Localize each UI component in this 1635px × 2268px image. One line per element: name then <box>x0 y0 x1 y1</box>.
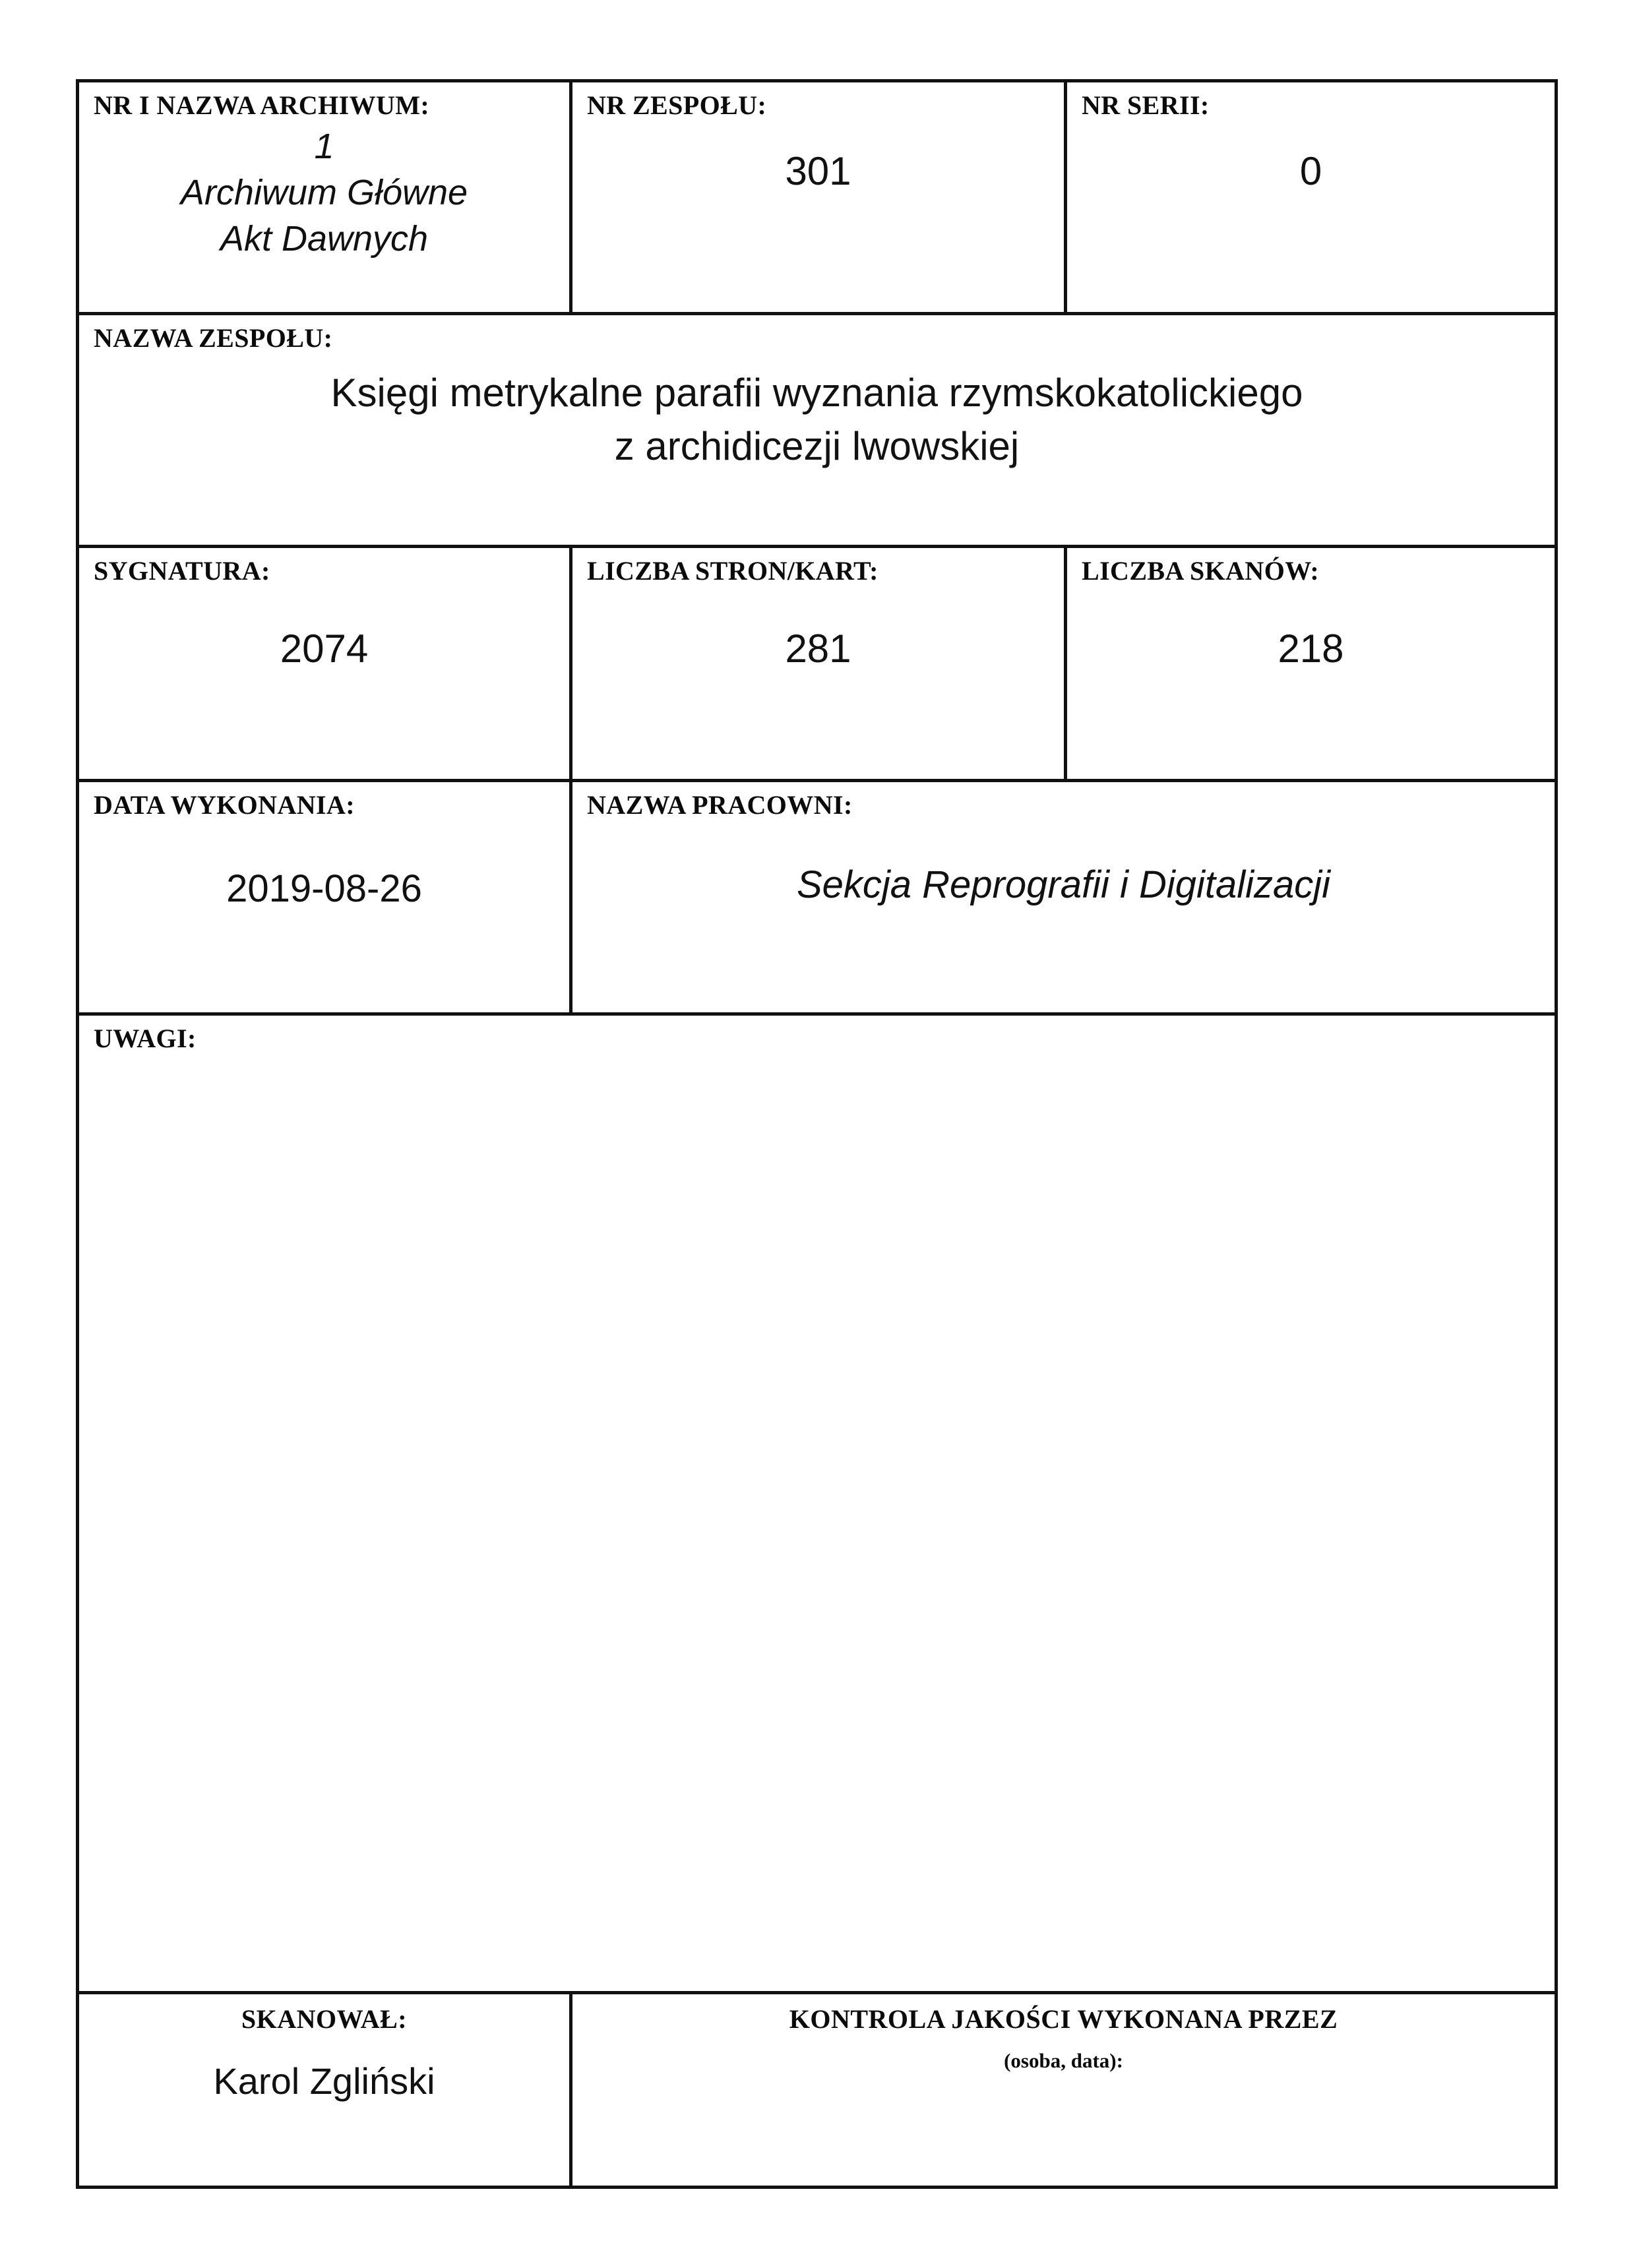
table-row-fonds-name <box>79 315 1555 547</box>
archive-name-line2: Akt Dawnych <box>220 219 429 259</box>
pages-count-label: LICZBA STRON/KART: <box>587 555 879 586</box>
cell-quality-control <box>572 1994 1555 2186</box>
cell-signature <box>79 548 572 779</box>
notes-label: UWAGI: <box>94 1023 197 1053</box>
table-row-counts <box>79 548 1555 782</box>
workshop-label: NAZWA PRACOWNI: <box>587 790 853 820</box>
cell-scans-count <box>1067 548 1555 779</box>
cell-archive <box>79 82 572 312</box>
table-row-signatures <box>79 1994 1555 2186</box>
series-number-label: NR SERII: <box>1082 90 1210 120</box>
scans-count-value: 218 <box>1278 626 1344 671</box>
table-row-archive <box>79 82 1555 315</box>
fonds-name-line1: Księgi metrykalne parafii wyznania rzymskokatolickiego <box>330 371 1303 415</box>
cell-workshop <box>572 782 1555 1012</box>
archive-name-line1: Archiwum Główne <box>180 173 468 213</box>
workshop-value: Sekcja Reprografii i Digitalizacji <box>796 863 1331 907</box>
scans-count-label: LICZBA SKANÓW: <box>1082 555 1320 586</box>
archive-number: 1 <box>314 127 334 166</box>
cell-fonds-number <box>572 82 1067 312</box>
table-row-notes <box>79 1016 1555 1995</box>
archive-value-stack <box>94 123 555 262</box>
cell-scanned-by <box>79 1994 572 2186</box>
scanned-by-label: SKANOWAŁ: <box>241 2004 408 2035</box>
fonds-number-value: 301 <box>785 149 851 193</box>
date-done-label: DATA WYKONANIA: <box>94 790 355 820</box>
cell-date-done <box>79 782 572 1012</box>
pages-count-value: 281 <box>785 626 851 671</box>
fonds-number-label: NR ZESPOŁU: <box>587 90 767 120</box>
table-row-date-workshop <box>79 782 1555 1015</box>
cover-sheet-table <box>76 79 1558 2189</box>
signature-value: 2074 <box>280 626 369 671</box>
cell-notes <box>79 1016 1555 1992</box>
scanned-by-value: Karol Zgliński <box>213 2060 435 2102</box>
date-done-value: 2019-08-26 <box>226 867 422 911</box>
signature-label: SYGNATURA: <box>94 555 270 586</box>
quality-control-sublabel: (osoba, data): <box>1004 2049 1123 2073</box>
series-number-value: 0 <box>1299 149 1322 193</box>
archive-label: NR I NAZWA ARCHIWUM: <box>94 90 430 120</box>
cell-series-number <box>1067 82 1555 312</box>
fonds-name-value <box>94 367 1540 473</box>
cell-fonds-name <box>79 315 1555 544</box>
quality-control-label: KONTROLA JAKOŚCI WYKONANA PRZEZ <box>789 2004 1338 2035</box>
cell-pages-count <box>572 548 1067 779</box>
fonds-name-label: NAZWA ZESPOŁU: <box>94 323 333 353</box>
fonds-name-line2: z archidicezji lwowskiej <box>614 423 1020 468</box>
